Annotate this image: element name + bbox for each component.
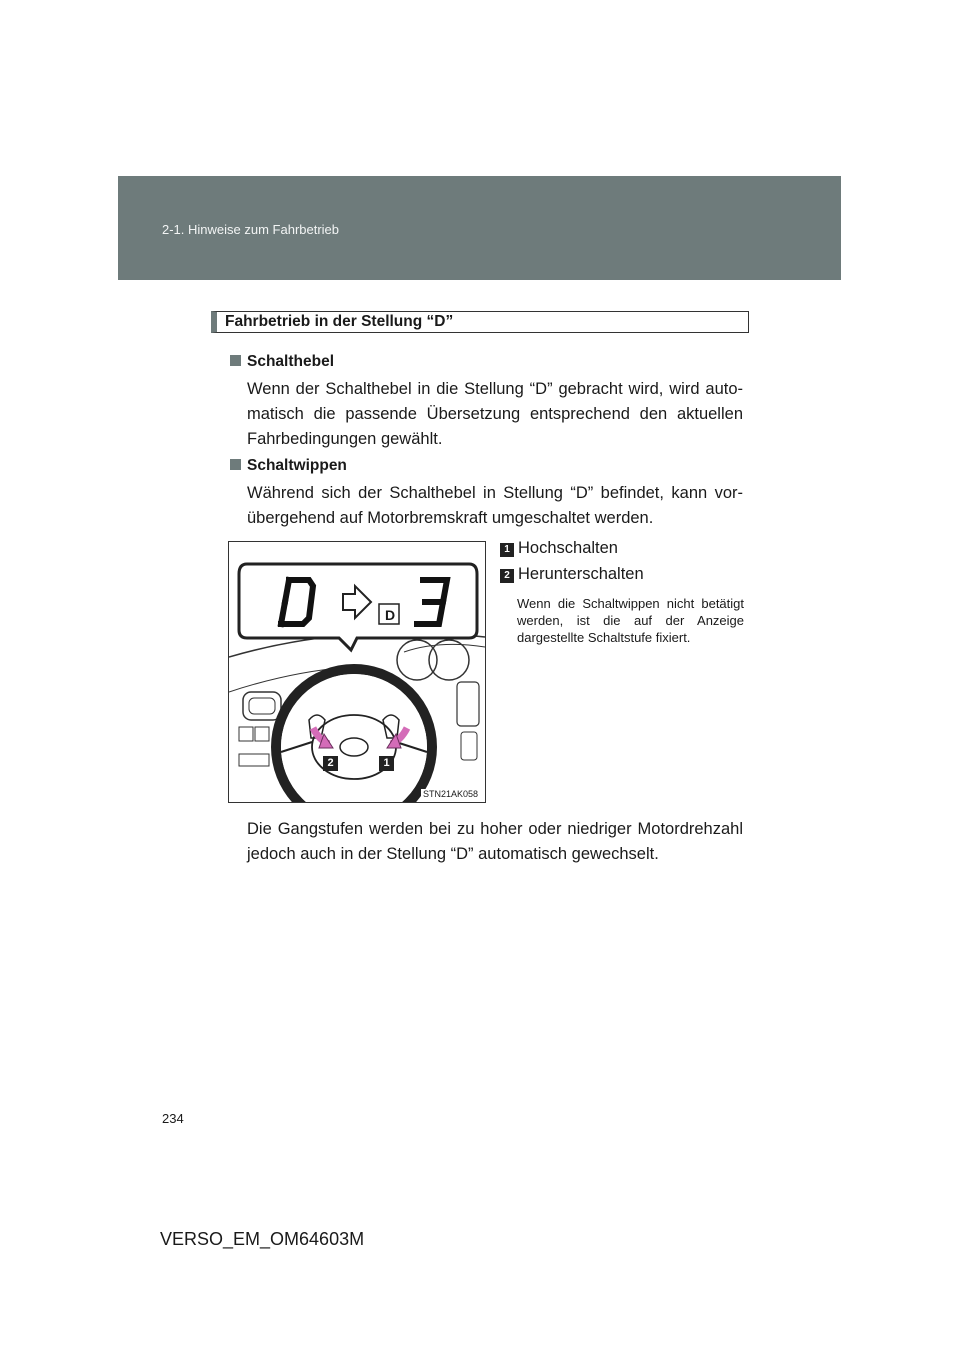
section-title	[211, 311, 749, 333]
square-bullet-icon	[230, 459, 241, 470]
subheading-label: Schalthebel	[247, 353, 334, 370]
page-number: 234	[162, 1111, 184, 1126]
square-bullet-icon	[230, 355, 241, 366]
note-text: Wenn die Schaltwippen nicht betätigt werden, ist die auf der Anzeige dargestellte Schaltstufe fixiert.	[517, 596, 744, 645]
dashboard-drawing	[229, 542, 485, 802]
callout-number: 2	[500, 569, 514, 583]
callout-number: 1	[500, 543, 514, 557]
steering-wheel-illustration	[228, 541, 486, 803]
paragraph-schaltwippen: Während sich der Schalthebel in Stellung “D” befindet, kann vor-übergehend auf Motorbremskraft umgeschaltet werden.	[247, 484, 743, 527]
figure-code: STN21AK058	[422, 789, 478, 799]
subheading-schalthebel	[230, 353, 334, 371]
paragraph-schalthebel: Wenn der Schalthebel in die Stellung “D” gebracht wird, wird auto-matisch die passende Übersetzung entsprechend den aktuellen Fahrbedingungen gewählt.	[247, 380, 743, 448]
callout-2	[500, 565, 644, 584]
section-breadcrumb: 2-1. Hinweise zum Fahrbetrieb	[162, 222, 340, 237]
callout-label: Herunterschalten	[518, 565, 644, 583]
document-code: VERSO_EM_OM64603M	[160, 1229, 365, 1249]
callout-label: Hochschalten	[518, 539, 618, 557]
display-badge-label: D	[384, 607, 396, 623]
closing-paragraph: Die Gangstufen werden bei zu hoher oder niedriger Motordrehzahl jedoch auch in der Stellung “D” automatisch gewechselt.	[247, 820, 743, 863]
marker-1: 1	[383, 757, 390, 769]
marker-2: 2	[327, 757, 334, 769]
section-title-text: Fahrbetrieb in der Stellung “D”	[225, 313, 454, 330]
header-band	[118, 176, 841, 280]
subheading-schaltwippen	[230, 457, 347, 475]
subheading-label: Schaltwippen	[247, 457, 347, 474]
callout-1	[500, 539, 618, 558]
